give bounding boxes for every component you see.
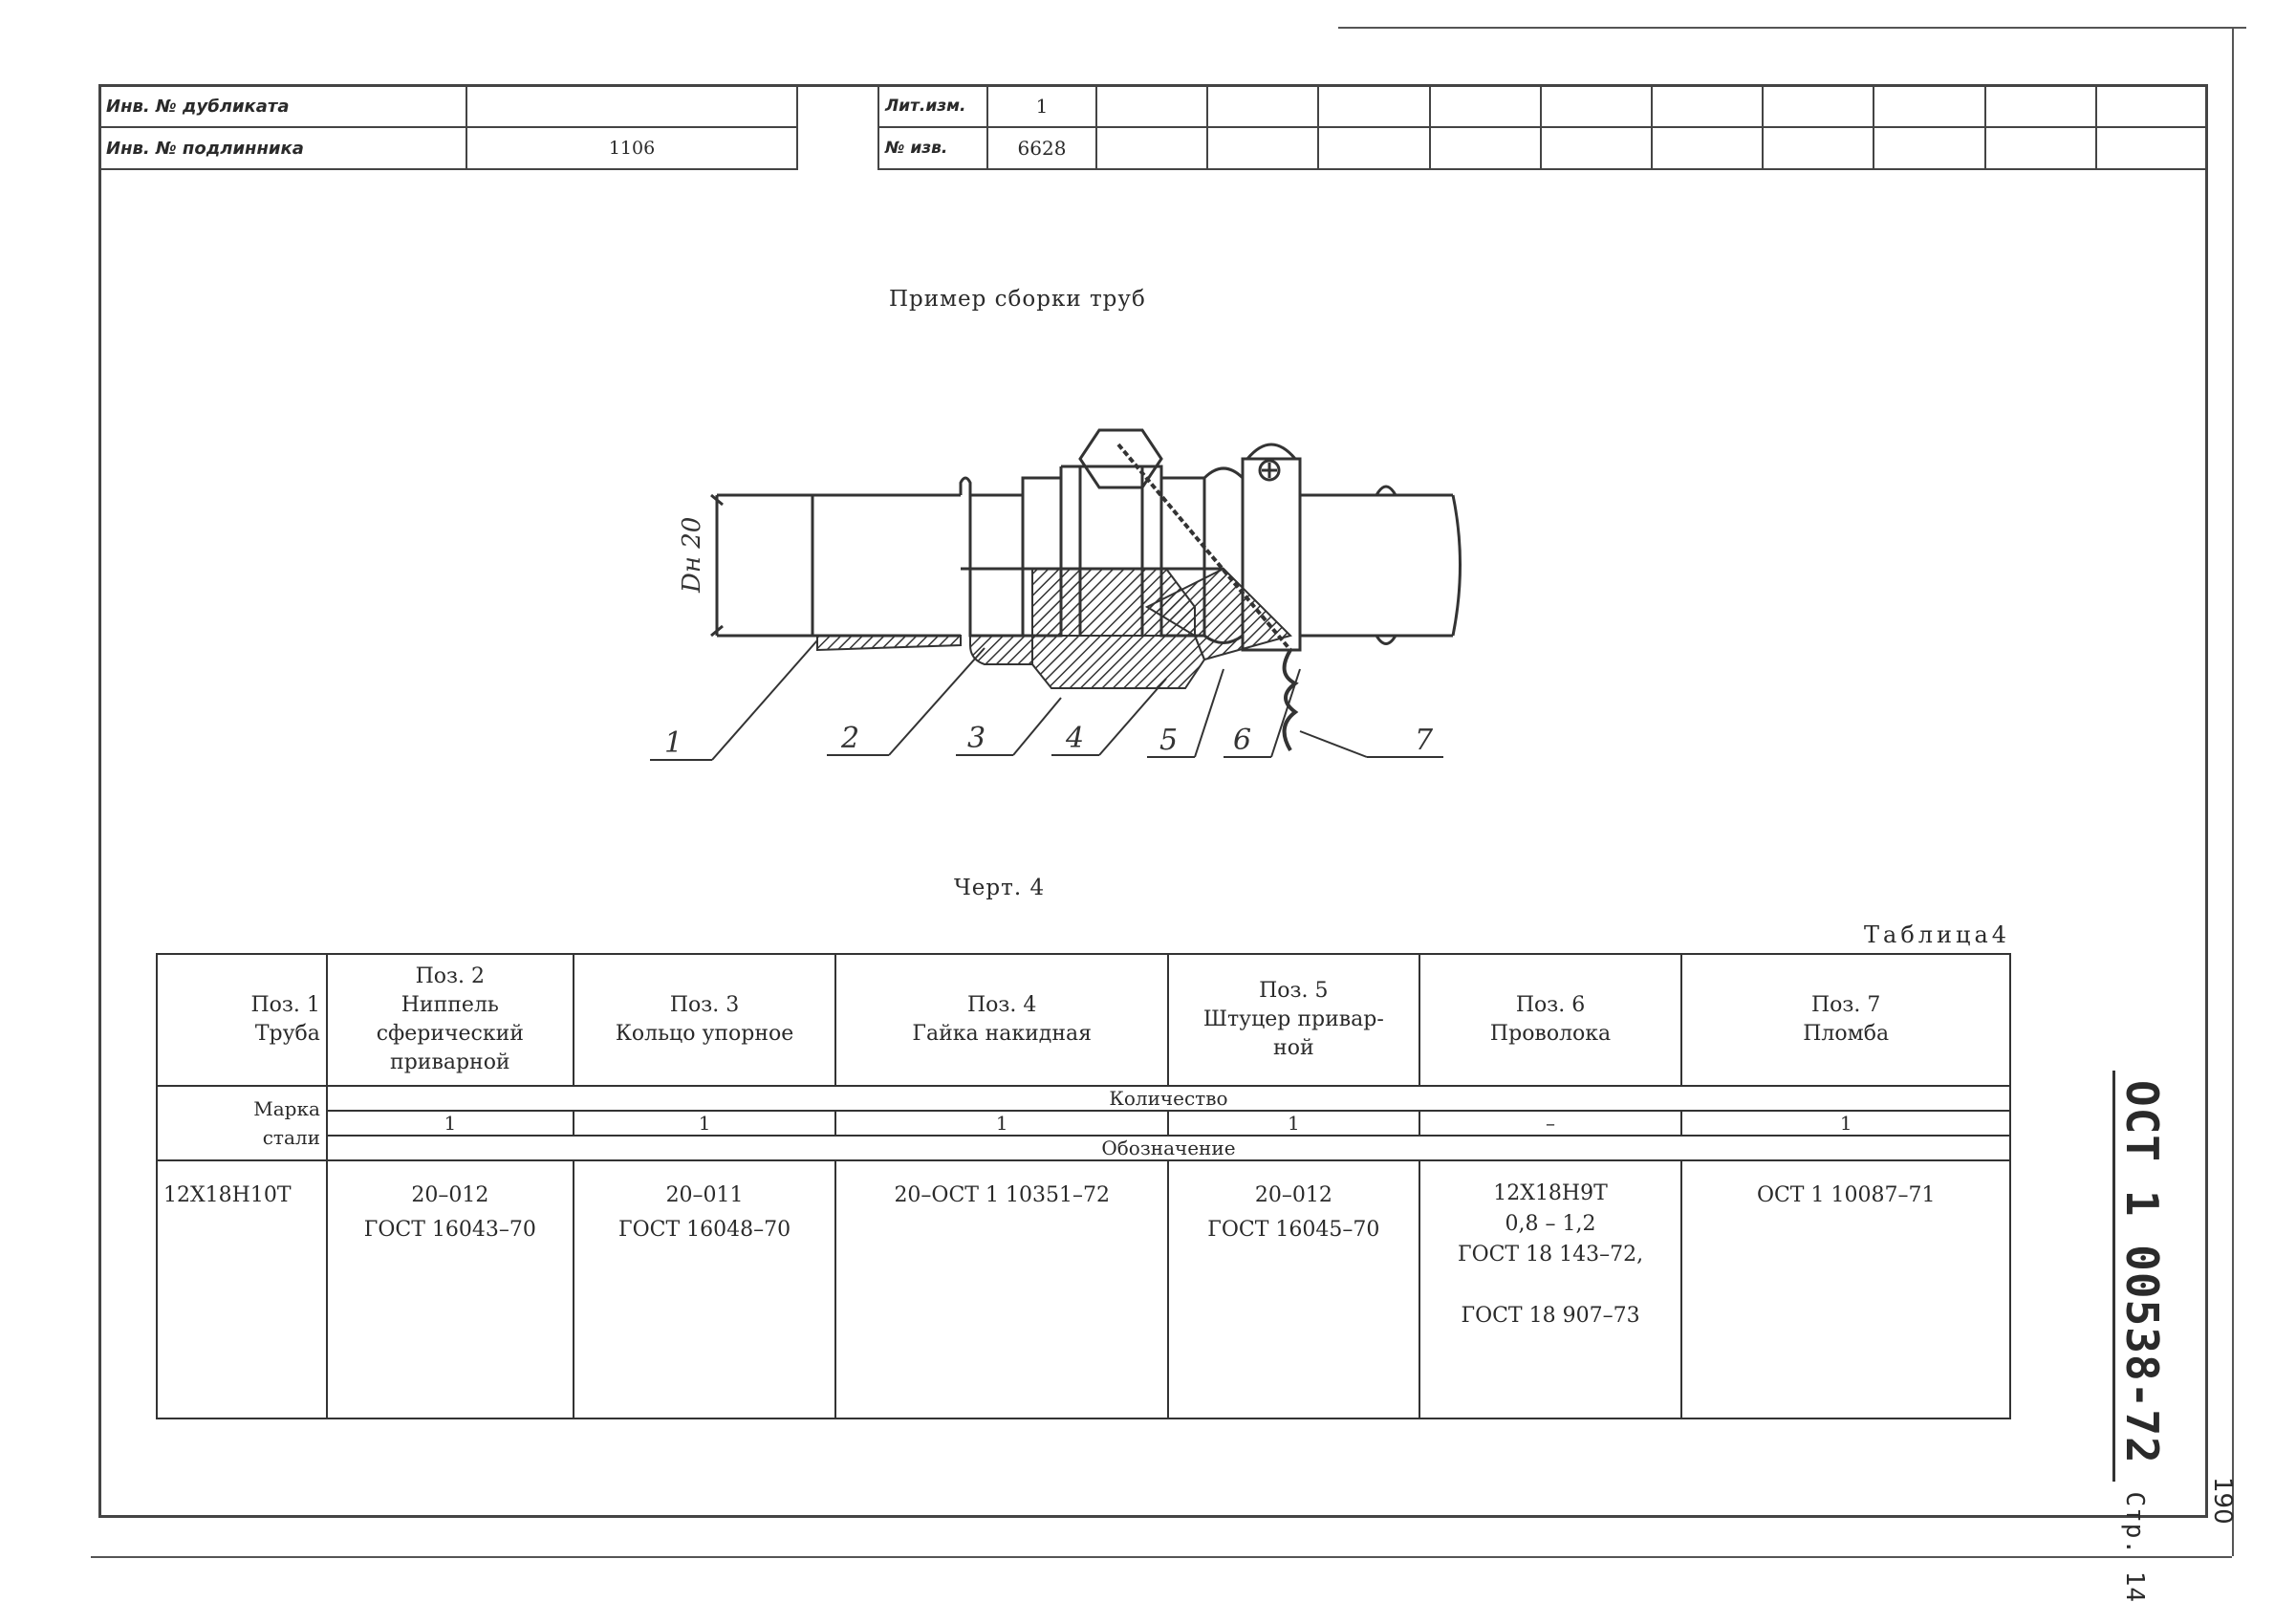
callout-1: 1 [664,726,683,760]
designation-line: ГОСТ 16045–70 [1207,1218,1380,1242]
duplicate-value [466,85,797,127]
quantity-cell: 1 [327,1111,574,1136]
callout-3: 3 [967,722,986,755]
quantity-row [157,1111,2010,1136]
designation-label-row [157,1136,2010,1160]
sheet-number: 190 [2208,1477,2237,1525]
notice-label: № изв. [878,127,987,169]
header-cell: Поз. 4 Гайка накидная [835,954,1168,1086]
pipe-assembly-drawing [631,401,1539,803]
callout-7: 7 [1415,724,1434,757]
designation-cell [835,1160,1168,1418]
standard-code [2116,1080,2168,1603]
designation-line: 20–012 [411,1183,489,1207]
designation-line: 20–ОСТ 1 10351–72 [894,1183,1110,1207]
header-cell: Поз. 3 Кольцо упорное [574,954,836,1086]
callout-2: 2 [841,722,860,755]
designation-cell [574,1160,836,1418]
page-label: Стр. 14 [2120,1491,2149,1604]
specification-table [156,953,2011,1419]
quantity-cell: 1 [835,1111,1168,1136]
header-cell: Поз. 7 Пломба [1681,954,2010,1086]
notice-value: 6628 [987,127,1096,169]
original-value: 1106 [466,127,797,169]
steel-label: Марка стали [157,1086,327,1160]
designation-line: 20–011 [665,1183,744,1207]
drawing-caption: Черт. 4 [954,876,1046,900]
dimension-label: Dн 20 [678,516,706,593]
designation-line: ОСТ 1 10087–71 [1756,1183,1936,1207]
designation-line: 12Х18Н9Т [1493,1181,1608,1205]
steel-grade: 12Х18Н10Т [157,1160,327,1418]
rev-value: 1 [987,85,1096,127]
callout-6: 6 [1233,724,1252,757]
designation-line: ГОСТ 18 143–72, [1458,1243,1644,1267]
right-border-line [2232,27,2234,1556]
duplicate-label: Инв. № дубликата [99,85,466,127]
designation-line: ГОСТ 16048–70 [618,1218,791,1242]
revision-row-1 [878,85,2207,127]
drawing-title: Пример сборки труб [889,287,1146,312]
quantity-cell: – [1419,1111,1682,1136]
designation-line: ГОСТ 18 907–73 [1461,1304,1640,1328]
header-cell: Поз. 6 Проволока [1419,954,1682,1086]
designation-line: ГОСТ 16043–70 [363,1218,536,1242]
designation-cell [1419,1160,1682,1418]
quantity-cell: 1 [1168,1111,1419,1136]
revision-table [877,84,2208,170]
quantity-cell: 1 [1681,1111,2010,1136]
rev-label: Лит.изм. [878,85,987,127]
quantity-cell: 1 [574,1111,836,1136]
designation-cell [1681,1160,2010,1418]
original-row [99,127,797,169]
duplicate-row [99,85,797,127]
top-border-line [1338,27,2246,29]
header-row [157,954,2010,1086]
designation-cell [1168,1160,1419,1418]
designation-line: 20–012 [1254,1183,1332,1207]
header-cell: Поз. 1 Труба [157,954,327,1086]
header-cell: Поз. 2 Ниппель сферический приварной [327,954,574,1086]
standard-number: ОСТ 1 00538-72 [2116,1080,2168,1464]
designation-label: Обозначение [327,1136,2010,1160]
designation-line: 0,8 – 1,2 [1505,1212,1596,1236]
bottom-border-line [91,1556,2232,1558]
callout-5: 5 [1159,724,1179,757]
table-label: Таблица4 [1864,921,2011,948]
table-row [157,1160,2010,1418]
inventory-table [98,84,798,170]
original-label: Инв. № подлинника [99,127,466,169]
quantity-label: Количество [327,1086,2010,1111]
quantity-label-row [157,1086,2010,1111]
designation-line [1420,1270,1681,1301]
designation-cell [327,1160,574,1418]
standard-underline [2112,1071,2115,1482]
callout-4: 4 [1066,722,1085,755]
revision-row-2 [878,127,2207,169]
header-cell: Поз. 5 Штуцер привар- ной [1168,954,1419,1086]
